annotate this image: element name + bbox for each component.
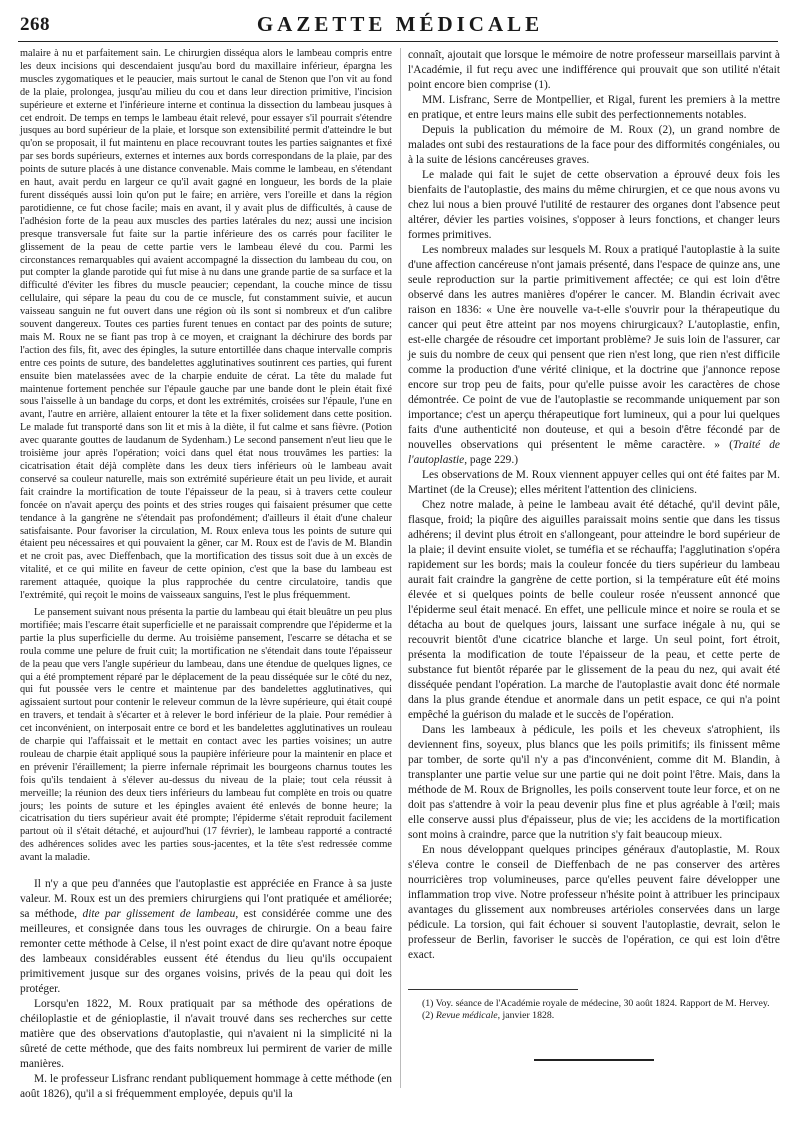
blandin-book-title: Traité de l'autoplastie	[408, 439, 780, 466]
blandin-text: Les nombreux malades sur lesquels M. Roux a pratiqué l'autoplastie à la suite d'une affection cancéreuse n'ont jamais présenté, dans l'espace de quinze ans, une seule reproduction sur la partie primitivement affectée; ce qui est loin d'être observé dans les autres manières d'opérer le cancer. M. Blandin écrivait avec raison en 1836: « Une ère nouvelle va-t-elle s'ouvrir pour la thérapeutique du cancer qui peut être atteint par nos moyens chirurgicaux? L'autoplastie, enfin, est-elle chargée de résoudre cet important problème? Je suis loin de l'assurer, car je suis du nombre de ceux qui pensent que rien n'est long, que rien n'est difficile comme la production d'une vérité clinique, et la doctrine que j'annonce repose encore sur trop peu de faits, pour qu'elle puisse avoir les caractères de chose démontrée. Ce point de vue de l'autoplastie se recommande uniquement par son importance; c'est un aperçu thérapeutique fort lumineux, qui a pour lui quelques faits d'une authenticité non douteuse, et qui a besoin d'être fécondé par de nouvelles observations qui présentent le même caractère. » (	[408, 244, 780, 451]
footnote-2-journal: Revue médicale	[435, 1010, 498, 1022]
end-rule	[534, 1059, 654, 1061]
footnote-rule	[408, 989, 578, 990]
paragraph-patient-course: Chez notre malade, à peine le lambeau avait été détaché, qu'il devint pâle, flasque, froid; la piqûre des aiguilles paraissait moins sentie que dans les tissus adhérens; il devint plus étroit en s'allongeant, pour atteindre le bord supérieur de la plaie; il devint ensuite violet, se tuméfia et se réchauffa; l'agglutination s'opéra rapidement sur les bords; mais la couleur foncée du tiers supérieur du lambeau aurait fait craindre la gangrène de cette portion, si la température eût été moins élevée et si quelques points de belle couleur rosée n'eussent annoncé que l'épiderme seul était menacé. En effet, une pellicule mince et noire se roula et se détacha au bout de quelques jours, laissant une surface inégale à nu, qui se recouvrit bientôt d'une cicatrice blanche et large. Un seul point, fort étroit, présenta la modification de toute l'épaisseur de la peau, et cette perte de substance fut bientôt réparée par le glissement de la peau du nez, qui avait été disséquée pendant l'opération. La marche de l'autoplastie avait donc été normale dans la plus grande étendue et anormale dans un petit espace, ce qui n'a point empêché la guérison du malade et le succès de l'opération.	[408, 499, 780, 721]
footnote-1: (1) Voy. séance de l'Académie royale de médecine, 30 août 1824. Rapport de M. Hervey.	[422, 998, 770, 1009]
paragraph-dieffenbach: En nous développant quelques principes généraux d'autoplastie, M. Roux s'éleva contre le conseil de Dieffenbach de ne pas conserver des artères nourricières trop volumineuses, parce qu'elles peuvent faire développer une inflammation trop vive. Notre professeur n'hésite point à attribuer les principaux avantages du glissement aux nombreuses artérioles conservées dans un large pédicule. La torsion, qui fait échouer si souvent l'autoplastie, devrait, selon le professeur de Berlin, favoriser le succès de l'opération, ce qui est loin d'être exact.	[408, 844, 780, 961]
case-dressing-paragraph: Le pansement suivant nous présenta la partie du lambeau qui était bleuâtre un peu plus mortifiée; mais l'escarre était superficielle et ne paraissait comprendre que l'épiderme et la partie la plus superficielle du derme. Au troisième pansement, l'escarre se détacha et se roula comme une pelure de fruit cuit; la mortification ne s'étendait dans toute l'épaisseur de la peau que vers l'angle supérieur du lambeau, dans une étendue de quelques lignes, ce qui a été promptement réparé par le déplacement de la peau disséquée sur le côté du nez, qui fut poussée vers le centre et maintenue par des bandelettes agglutinatives, qui agissaient surtout pour contenir le releveur commun de la lèvre supérieure, qui était coupé en travers, et tendait à s'écarter et à relever le bord inférieur de la plaie. Pour remédier à cet inconvénient, on interposait entre ce bord et les bandelettes agglutinatives un rouleau de charpie qui l'affaissait et le mettait en contact avec les parties voisines; un autre rouleau de charpie était appliqué sous la paupière inférieure pour la maintenir en place et en prévenir l'éraillement; la pierre infernale réprimait les bourgeons charnus toutes les fois qu'ils tendaient à s'élever au-dessus du niveau de la plaie; tout cela réussit à merveille; la réunion des deux tiers inférieurs du lambeau fut complète en trois ou quatre jours; les points de suture et les épingles avaient été enlevés de bonne heure; la cicatrisation du tiers supérieur avait été prompte; l'épiderme s'était reproduit facilement partout où il s'était détaché, et aujourd'hui (17 février), le lambeau rapporté a contracté des adhérences solides avec les parties sous-jacentes, et la tête s'est redressée comme avant la maladie.	[20, 606, 392, 864]
blandin-text-end: , page 229.)	[464, 454, 519, 466]
column-separator	[400, 48, 401, 1088]
paragraph-blandin	[408, 243, 780, 468]
paragraph-hair: Dans les lambeaux à pédicule, les poils et les cheveux s'atrophient, ils deviennent fins, soyeux, plus blancs que les poils primitifs; ils finissent même par tomber, de sorte qu'il n'y a pas d'inconvénient, comme dit M. Blandin, à transplanter une partie velue sur une partie qui ne doit point l'être. Mais, dans la méthode de M. Roux de Brignolles, les poils conservent toute leur force, et on ne doit pas s'attendre à voir la peau devenir plus fine et plus agréable à l'œil; mais elle conserve aussi plus d'épaisseur, plus de vie; les accidens de la mortification sont moins à craindre, parce que la nutrition s'y fait beaucoup mieux.	[408, 724, 780, 841]
page-number: 268	[20, 14, 50, 35]
right-column	[408, 48, 780, 1061]
paragraph-continuation: connaît, ajoutait que lorsque le mémoire de notre professeur marseillais parvint à l'Académie, il fut reçu avec une indifférence qui prouvait que son utilité n'était point encore bien comprise (1).	[408, 49, 780, 91]
footnote-2-prefix: (2)	[422, 1010, 436, 1022]
history-text-rest: , est considérée comme une des meilleures, et consignée dans tous les ouvrages de chirurgie. On a beau faire remonter cette méthode à Celse, il n'est point exact de dire qu'avant notre époque des lambeaux considérables eussent été étendus du lieu qu'ils occupaient primitivement jusque sur des organes voisins, privés de la peau qui doit les protéger.	[20, 908, 392, 996]
left-column	[20, 48, 392, 1102]
paragraph-memoire: Depuis la publication du mémoire de M. Roux (2), un grand nombre de malades ont subi des restaurations de la face pour des difformités congéniales, ou à la suite de lésions cancéreuses graves.	[408, 124, 780, 166]
header-rule	[18, 41, 778, 42]
history-paragraph	[20, 877, 392, 997]
method-name: dite par glissement de lambeau	[82, 908, 236, 921]
paragraph-1822: Lorsqu'en 1822, M. Roux pratiquait par sa méthode des opérations de chéiloplastie et de génioplastie, il n'avait trouvé dans ses recherches sur cette matière que des observations d'autoplastie, qui n'avaient ni la simplicité ni la sûreté de cette méthode, que des faits nombreux lui permirent de varier de mille manières.	[20, 998, 392, 1071]
paragraph-lisfranc: M. le professeur Lisfranc rendant publiquement hommage à cette méthode (en août 1826), qu'il a si fréquemment employée, depuis qu'il la	[20, 1073, 392, 1101]
footnote-2	[408, 1010, 780, 1022]
paragraph-pioneers: MM. Lisfranc, Serre de Montpellier, et Rigal, furent les premiers à la mettre en pratique, et entre leurs mains elle subit des perfectionnements notables.	[408, 94, 780, 121]
case-continuation-paragraph: malaire à nu et parfaitement sain. Le chirurgien disséqua alors le lambeau compris entre les deux incisions qui descendaient jusqu'au bord du maxillaire inférieur, épargna les muscles zygomatiques et le peaucier, mais surtout le canal de Stenon que l'on vit au fond de la plaie, prolongea, jusqu'au milieu du cou et dans leur direction primitive, l'incision supérieure et externe et l'inférieure interne et continua la dissection du lambeau jusques à cet endroit. De temps en temps le lambeau était relevé, pour essayer s'il pourrait s'étendre jusques au bord supérieur de la plaie, et lorsque son extensibilité permit d'atteindre le but qu'on se proposait, il fut maintenu en place recouvrant toutes les parties saignantes et fixé par ses bords supérieurs, externes et internes aux bords correspondans de la plaie, par des points de suture placés à une distance convenable. Mais comme le lambeau, en s'étendant en haut, avait perdu en largeur ce qu'il avait gagné en longueur, les bords de la plaie furent disséqués aussi loin qu'on put le faire; en arrière, vers l'oreille et dans la région parotidienne, ce fut chose facile; mais en avant, il y avait plus de difficultés, à cause de l'adhésion forte de la peau aux muscles des parties latérales du nez; aussi une incision presque transversale fut faite sur la partie inférieure des os carrés pour faciliter le glissement de la peau de cette partie vers le lambeau élevé du cou. Parmi les circonstances remarquables qui avaient accompagné la dissection du lambeau du cou, on put compter la glande parotide qui fut mise à nu dans une grande partie de sa surface et la difficulté d'éviter les fibres du muscle peaucier; cependant, la couche mince de tissu cellulaire, qui sépare la peau du cou de ce muscle, fut constamment suivie, et aucun vaisseau sanguin ne fut ouvert dans une région où ils sont si nombreux et d'un calibre souvent dangereux. Toutes ces parties furent tenues en contact par des points de suture; mais M. Roux ne se fiant pas trop à ce moyen, et craignant la déchirure des bords par l'action des fils, fit, avec des épingles, la suture entortillée dans chaque intervalle compris entre ces points de suture, des bandelettes agglutinatives soutinrent ces parties, qui furent ensuite bien matelassées avec de la charpie enduite de cérat. La tête du malade fut maintenue fortement penchée sur l'épaule gauche par une bande dont le plein était fixé sous l'aisselle à un bandage du corps, et dont les extrémités, croisées sur l'épaule, l'une en avant, l'autre en arrière, allaient entourer la tête et la fixer solidement dans cette position. Le malade fut transporté dans son lit et mis à la diète, il fut calme et sans fièvre. (Potion avec quarante gouttes de laudanum de Sydenham.) Le second pansement n'eut lieu que le troisième jour après l'opération; voici dans quel état nous trouvâmes les parties: la cicatrisation était déjà complète dans les deux tiers inférieurs où le lambeau avait conservé sa couleur naturelle, mais son extrémité supérieure était un peu livide, et aurait fait craindre la mortification de toute l'épaisseur de la peau, si à travers cette couleur foncée on n'avait aperçu des points et des stries rouges qui faisaient présumer que cette tendance à la gangrène ne s'étendait pas profondément; d'ailleurs il était d'une chaleur satisfaisante. Pour favoriser la circulation, M. Roux enleva tous les points de suture qui étaient peu nécessaires et qui pouvaient la gêner, car M. Roux est de l'avis de M. Blandin et ne croit pas, avec Dieffenbach, que la mortification des tissus soit due à un excès de vitalité, et ce qui milite en faveur de cette opinion, c'est que la base du lambeau est rarement attaquée, quoique la plus rapprochée du centre circulatoire, tandis que l'extrémité, qui reçoit le moins de vaisseaux sanguins, l'est le plus fréquemment.	[20, 48, 392, 602]
paragraph-malade: Le malade qui fait le sujet de cette observation a éprouvé deux fois les bienfaits de l'autoplastie, des mains du même chirurgien, et ce que nous avons vu chez lui nous a bien prouvé l'utilité de restaurer des organes dont l'absence peut altérer, dévier les parties voisines, s'opposer à leurs fonctions, et changer leurs formes primitives.	[408, 169, 780, 241]
running-title: GAZETTE MÉDICALE	[256, 12, 544, 36]
paragraph-martinet: Les observations de M. Roux viennent appuyer celles qui ont été faites par M. Martinet (de la Creuse); elles méritent l'attention des cliniciens.	[408, 469, 780, 496]
footnote-2-suffix: , janvier 1828.	[497, 1010, 555, 1022]
history-text: Il n'y a que peu d'années que l'autoplastie est appréciée en France à sa juste valeur. M. Roux est un des premiers chirurgiens qui l'ont pratiquée et améliorée; sa méthode,	[20, 878, 392, 921]
